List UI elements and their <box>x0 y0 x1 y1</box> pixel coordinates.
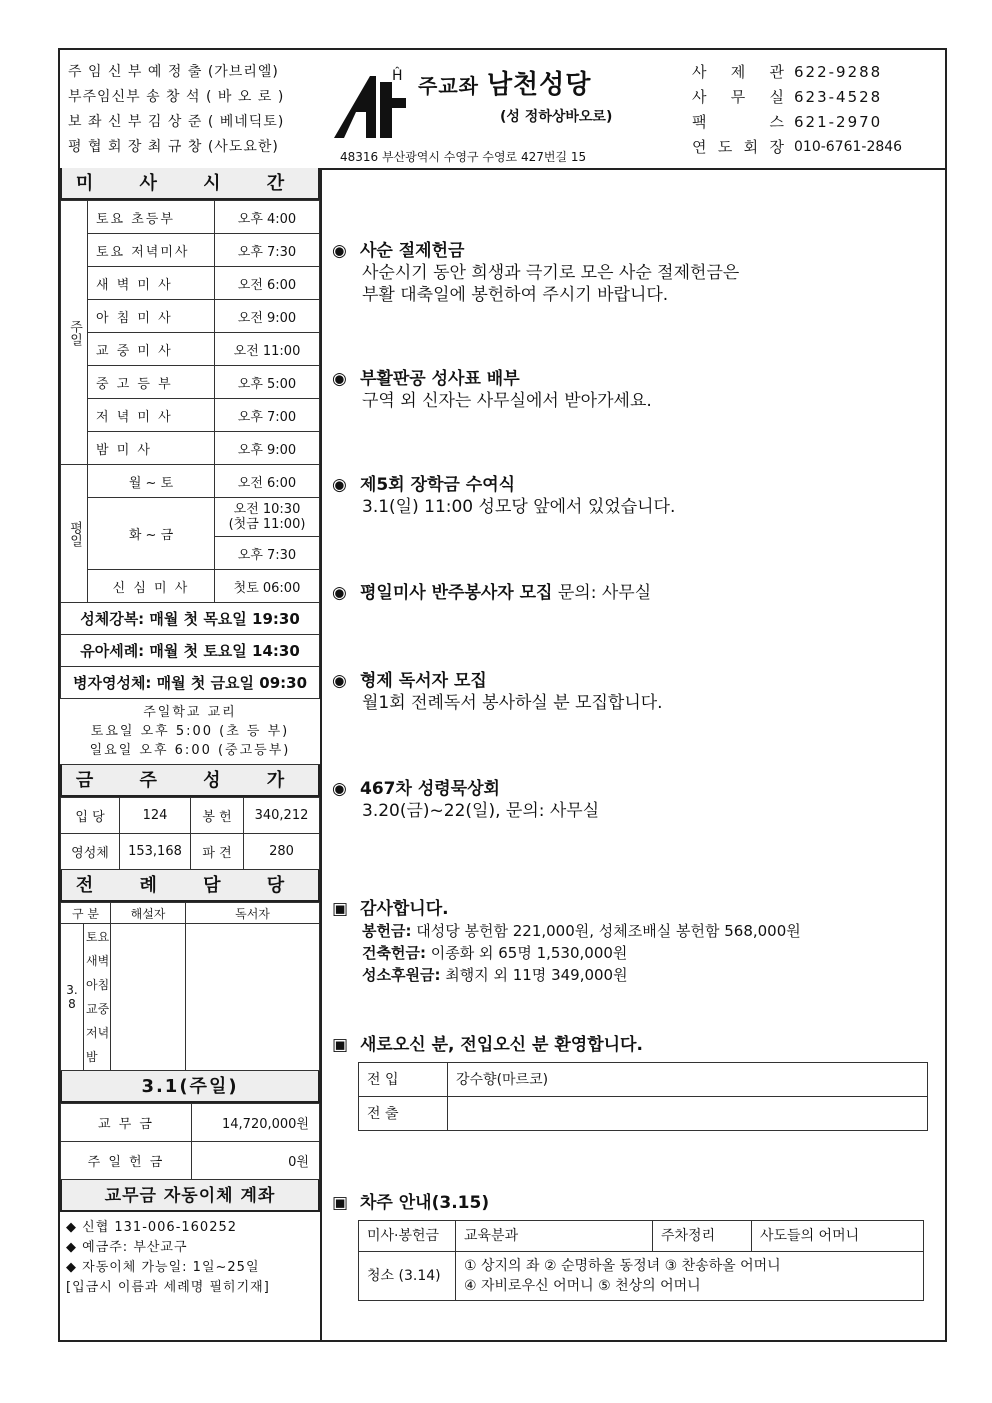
notice-body: 부활 대축일에 봉헌하여 주시기 바랍니다. <box>362 285 669 305</box>
liturgy-services <box>84 924 111 1071</box>
mass-time: 오전 11:00 <box>215 333 320 366</box>
account-title: 교무금 자동이체 계좌 <box>60 1180 320 1212</box>
phone-row <box>692 135 902 160</box>
welcome-title: 새로오신 분, 전입오신 분 환영합니다. <box>360 1035 643 1055</box>
phone-value: 010-6761-2846 <box>794 139 903 155</box>
next-week-title: 차주 안내(3.15) <box>360 1193 490 1213</box>
special-service: 성체강복: 매월 첫 목요일 19:30 <box>60 603 320 635</box>
thanks-label: 건축헌금: <box>362 944 426 962</box>
phone-label-char: 무 <box>730 88 748 106</box>
phone-row <box>692 85 902 110</box>
finance-label: 교 무 금 <box>61 1104 192 1142</box>
liturgy-title: 전 례 담 당 <box>60 870 320 902</box>
transfer-out-label: 전 출 <box>359 1097 448 1131</box>
mass-time: 오후 7:30 <box>215 537 320 570</box>
left-column <box>60 168 320 1304</box>
radio-bullet-icon: ◉ <box>332 369 347 389</box>
notice-body: 3.1(일) 11:00 성모당 앞에서 있었습니다. <box>362 497 676 517</box>
account-line: ◆ 신협 131-006-160252 <box>66 1220 238 1235</box>
thanks-line <box>332 920 942 942</box>
bulletin-frame <box>58 48 947 1342</box>
phone-label-char: 사 <box>692 63 709 81</box>
stat-label: 영성체 <box>61 834 120 870</box>
special-service: 유아세례: 매월 첫 토요일 14:30 <box>60 635 320 667</box>
mass-name: 저 녁 미 사 <box>88 399 215 432</box>
transfer-in-value: 강수향(마르코) <box>448 1063 928 1097</box>
notice-item <box>332 240 942 306</box>
mass-name: 교 중 미 사 <box>88 333 215 366</box>
phone-label-char: 연 <box>692 138 709 156</box>
mass-name: 중 고 등 부 <box>88 366 215 399</box>
radio-bullet-icon: ◉ <box>332 241 347 261</box>
notice-item <box>332 670 942 714</box>
thanks-label: 성소후원금: <box>362 966 441 984</box>
phone-label-char: 스 <box>769 113 786 131</box>
account-info <box>60 1212 320 1304</box>
thanks-lines <box>332 920 942 986</box>
phone-label <box>692 60 786 85</box>
phone-value: 621-2970 <box>794 113 883 131</box>
thanks-text: 이종화 외 65명 1,530,000원 <box>425 944 628 962</box>
cleaning-line: ④ 자비로우신 어머니 ⑤ 천상의 어머니 <box>464 1278 701 1294</box>
thanks-title: 감사합니다. <box>360 899 449 919</box>
notice-title: 제5회 장학금 수여식 <box>360 475 516 495</box>
narrator-cell <box>111 924 186 1071</box>
mass-time: 오전 9:00 <box>215 300 320 333</box>
mass-name: 아 침 미 사 <box>88 300 215 333</box>
next-week-section <box>332 1192 942 1301</box>
thanks-section <box>332 898 942 986</box>
notice-body: 월1회 전례독서 봉사하실 분 모집합니다. <box>362 693 663 713</box>
notice-extra: 문의: 사무실 <box>552 583 652 603</box>
phone-label-char: 실 <box>769 88 786 106</box>
notice-title: 평일미사 반주봉사자 모집 <box>360 583 553 603</box>
next-cell: 주차정리 <box>653 1221 752 1252</box>
stat-value: 340,212 <box>244 798 320 834</box>
sunday-school-line: 토요일 오후 5:00 (초 등 부) <box>90 724 290 739</box>
mass-times-table <box>60 200 320 603</box>
church-prefix: 주교좌 <box>418 74 479 98</box>
liturgy-service: 밤 <box>86 1050 98 1064</box>
notice-title: 부활판공 성사표 배부 <box>360 369 520 389</box>
phone-row <box>692 110 902 135</box>
thanks-label: 봉헌금: <box>362 922 412 940</box>
notice-item <box>332 368 942 412</box>
account-line: ◆ 예금주: 부산교구 <box>66 1240 188 1255</box>
thanks-text: 최행지 외 11명 349,000원 <box>440 966 628 984</box>
notice-title: 사순 절제헌금 <box>360 241 465 261</box>
square-bullet-icon: ▣ <box>332 899 349 919</box>
stat-label: 입 당 <box>61 798 120 834</box>
liturgy-service: 저녁 <box>86 1026 110 1040</box>
notice-body: 사순시기 동안 희생과 극기로 모은 사순 절제헌금은 <box>362 263 740 283</box>
next-cell: 사도들의 어머니 <box>752 1221 924 1252</box>
mass-time-line: 오전 10:30 <box>233 502 301 517</box>
church-logo-icon <box>332 62 412 142</box>
phone-label <box>692 85 786 110</box>
phone-label <box>692 110 786 135</box>
cleaning-label: 청소 (3.14) <box>359 1252 456 1301</box>
stat-label: 봉 헌 <box>191 798 244 834</box>
next-cell: 교육분과 <box>456 1221 653 1252</box>
mass-name: 화 ~ 금 <box>88 498 215 570</box>
reader-cell <box>186 924 320 1071</box>
mass-time: 오후 9:00 <box>215 432 320 465</box>
account-line: ◆ 자동이체 가능일: 1일~25일 <box>66 1260 260 1275</box>
notice-title: 형제 독서자 모집 <box>360 671 487 691</box>
transfer-out-value <box>448 1097 928 1131</box>
finance-title: 3.1(주일) <box>60 1071 320 1103</box>
col-reader: 독서자 <box>186 903 320 924</box>
liturgy-service: 아침 <box>86 978 110 992</box>
phone-value: 623-4528 <box>794 88 883 106</box>
column-divider <box>320 168 322 1342</box>
thanks-line <box>332 942 942 964</box>
notice-item <box>332 778 942 822</box>
next-week-table <box>358 1220 924 1301</box>
mass-name: 밤 미 사 <box>88 432 215 465</box>
mass-time: 첫토 06:00 <box>215 570 320 603</box>
stat-value: 153,168 <box>120 834 191 870</box>
stat-value: 280 <box>244 834 320 870</box>
cleaning-line: ① 상지의 좌 ② 순명하올 동정녀 ③ 찬송하올 어머니 <box>464 1258 781 1274</box>
stats-title: 금 주 성 가 <box>60 765 320 797</box>
notice-item <box>332 474 942 518</box>
stat-value: 124 <box>120 798 191 834</box>
sunday-school <box>60 699 320 765</box>
cleaning-groups <box>456 1252 924 1301</box>
header <box>60 50 945 170</box>
staff-line: 평 협 회 장 최 규 창 (사도요한) <box>68 139 279 155</box>
notice-title: 467차 성령묵상회 <box>360 779 500 799</box>
phone-label-char: 장 <box>769 138 786 156</box>
staff-list <box>68 60 284 160</box>
square-bullet-icon: ▣ <box>332 1035 349 1055</box>
radio-bullet-icon: ◉ <box>332 475 347 495</box>
mass-name: 신 심 미 사 <box>88 570 215 603</box>
finance-table <box>60 1103 320 1180</box>
welcome-section <box>332 1034 942 1131</box>
sunday-school-title: 주일학교 교리 <box>143 705 237 720</box>
sunday-school-line: 일요일 오후 6:00 (중고등부) <box>89 743 291 758</box>
mass-time <box>215 498 320 537</box>
col-narrator: 해설자 <box>111 903 186 924</box>
welcome-table <box>358 1062 928 1131</box>
church-title: 남천성당 <box>486 70 592 100</box>
mass-name: 토요 저녁미사 <box>88 234 215 267</box>
phone-label-char: 사 <box>692 88 709 106</box>
radio-bullet-icon: ◉ <box>332 779 347 799</box>
mass-time: 오전 6:00 <box>215 267 320 300</box>
mass-times-title: 미 사 시 간 <box>60 168 320 200</box>
col-gubun: 구 분 <box>61 903 111 924</box>
mass-name: 토요 초등부 <box>88 201 215 234</box>
thanks-text: 대성당 봉헌함 221,000원, 성체조배실 봉헌함 568,000원 <box>411 922 801 940</box>
finance-label: 주 일 헌 금 <box>61 1142 192 1180</box>
phone-label-char: 회 <box>743 138 761 156</box>
liturgy-table <box>60 902 320 1071</box>
transfer-in-label: 전 입 <box>359 1063 448 1097</box>
radio-bullet-icon: ◉ <box>332 583 347 603</box>
radio-bullet-icon: ◉ <box>332 671 347 691</box>
phone-label <box>692 135 786 160</box>
liturgy-service: 토요 <box>86 930 110 944</box>
phone-row <box>692 60 902 85</box>
liturgy-service: 교중 <box>86 1002 110 1016</box>
square-bullet-icon: ▣ <box>332 1193 349 1213</box>
finance-value: 14,720,000원 <box>192 1104 320 1142</box>
liturgy-service: 새벽 <box>86 954 110 968</box>
church-name <box>418 64 591 101</box>
mass-time: 오후 5:00 <box>215 366 320 399</box>
mass-name: 월 ~ 토 <box>88 465 215 498</box>
church-subtitle: (성 정하상바오로) <box>500 109 613 125</box>
thanks-line <box>332 964 942 986</box>
finance-value: 0원 <box>192 1142 320 1180</box>
notice-item <box>332 582 942 604</box>
phone-value: 622-9288 <box>794 63 883 81</box>
staff-line: 부주임신부 송 창 석 ( 바 오 로 ) <box>68 89 285 105</box>
phone-label-char: 팩 <box>692 113 709 131</box>
stats-table <box>60 797 320 870</box>
special-service: 병자영성체: 매월 첫 금요일 09:30 <box>60 667 320 699</box>
phone-label-char: 관 <box>769 63 786 81</box>
phone-label-char: 도 <box>717 138 735 156</box>
staff-line: 주 임 신 부 예 정 출 (가브리엘) <box>68 64 279 80</box>
account-note: [입금시 이름과 세례명 필히기재] <box>66 1280 270 1295</box>
logo-letter: Ĥ <box>392 68 403 84</box>
mass-time: 오후 4:00 <box>215 201 320 234</box>
mass-time: 오후 7:00 <box>215 399 320 432</box>
mass-name: 새 벽 미 사 <box>88 267 215 300</box>
staff-line: 보 좌 신 부 김 상 준 ( 베네딕토) <box>68 114 285 130</box>
weekday-label: 평일 <box>61 465 88 603</box>
next-cell: 미사·봉헌금 <box>359 1221 456 1252</box>
notice-body: 3.20(금)~22(일), 문의: 사무실 <box>362 801 600 821</box>
mass-time-line: (첫금 11:00) <box>228 517 306 532</box>
church-address: 48316 부산광역시 수영구 수영로 427번길 15 <box>340 150 587 164</box>
sunday-label: 주일 <box>61 201 88 465</box>
notice-body: 구역 외 신자는 사무실에서 받아가세요. <box>362 391 652 411</box>
phone-label-char: 제 <box>730 63 748 81</box>
stat-label: 파 견 <box>191 834 244 870</box>
mass-time: 오전 6:00 <box>215 465 320 498</box>
liturgy-date: 3. 8 <box>61 924 84 1071</box>
phone-list <box>692 60 902 160</box>
mass-time: 오후 7:30 <box>215 234 320 267</box>
